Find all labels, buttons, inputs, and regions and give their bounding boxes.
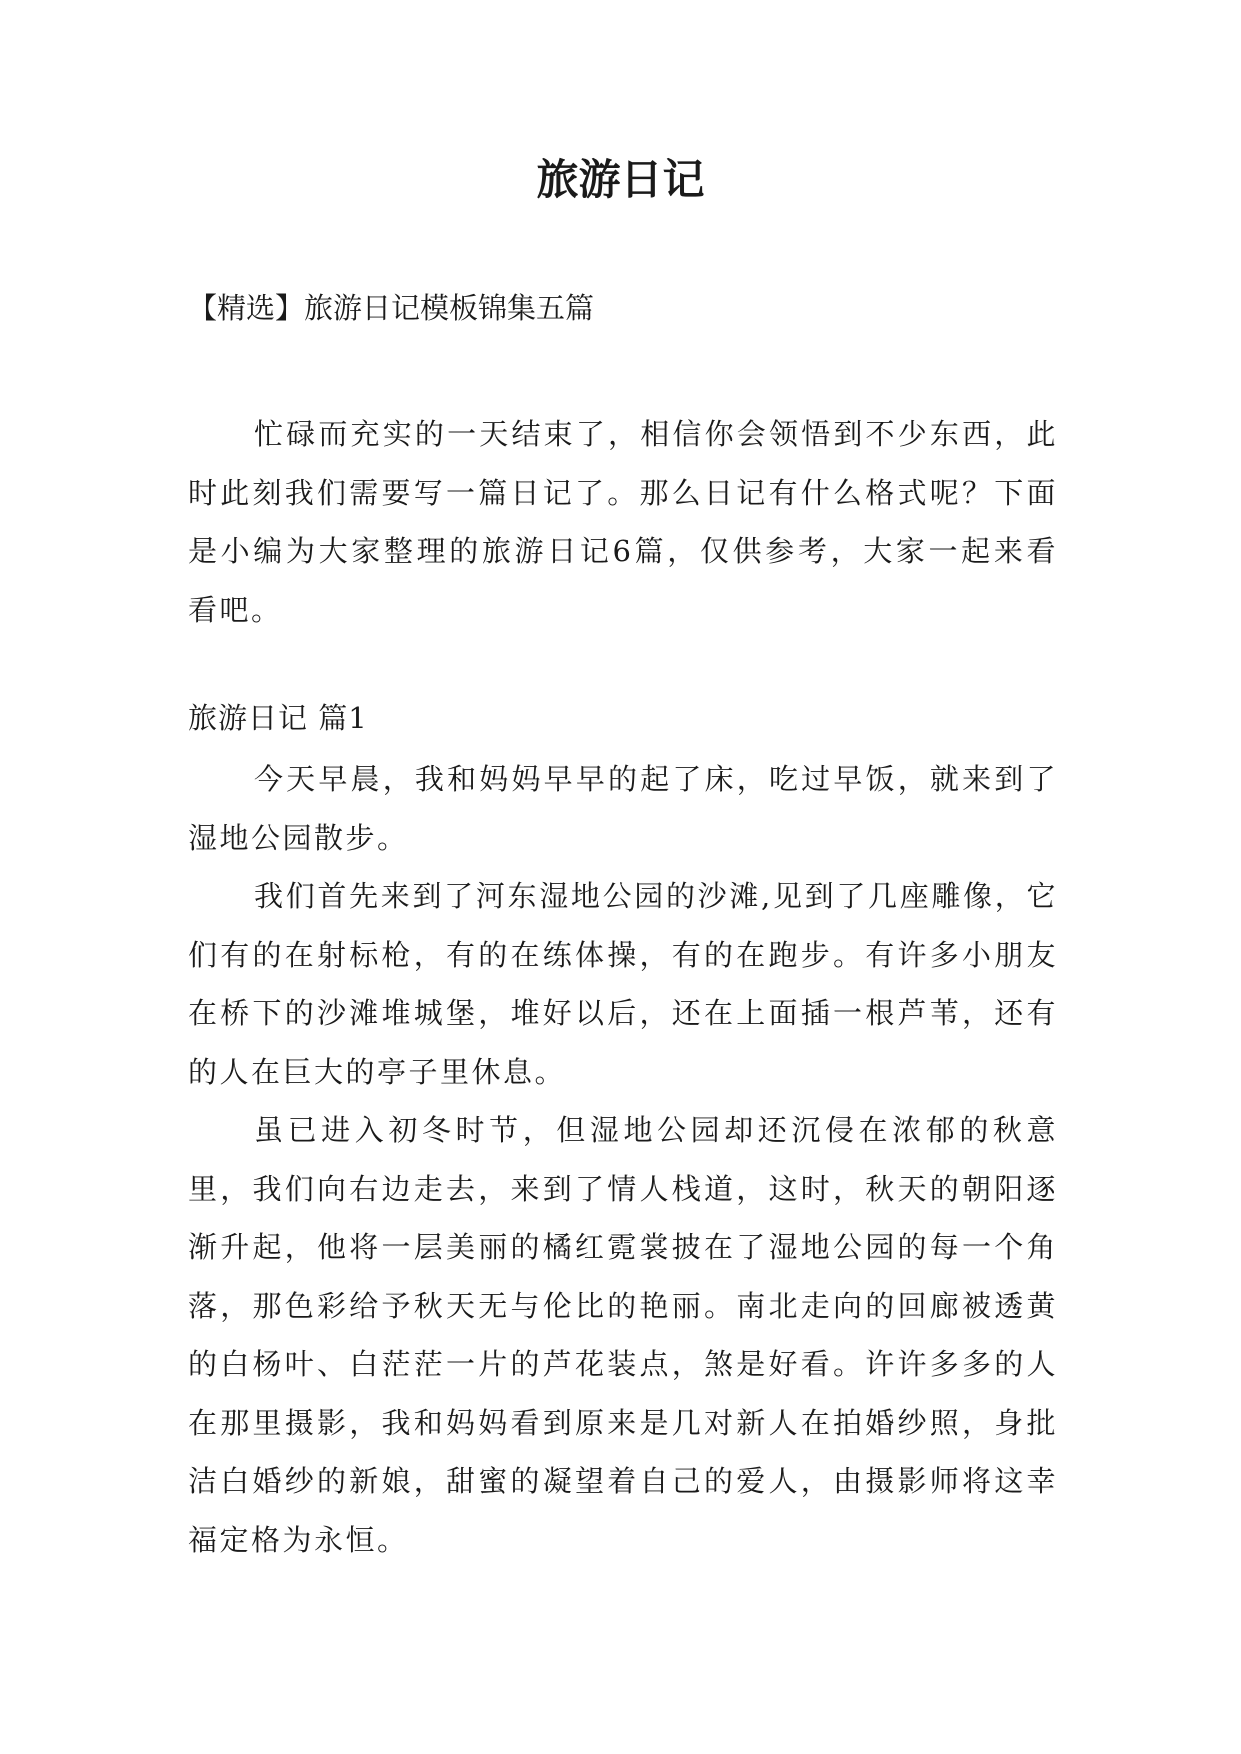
body-paragraph-1: 今天早晨，我和妈妈早早的起了床，吃过早饭，就来到了湿地公园散步。 [188, 762, 1058, 855]
body-paragraph-3: 虽已进入初冬时节，但湿地公园却还沉侵在浓郁的秋意里，我们向右边走去，来到了情人栈道，这时，秋天的朝阳逐渐升起，他将一层美丽的橘红霓裳披在了湿地公园的每一个角落，那色彩给予秋天无与伦比的艳丽。南北走向的回廊被透黄的白杨叶、白茫茫一片的芦花装点，煞是好看。许许多多的人在那里摄影，我和妈妈看到原来是几对新人在拍婚纱照，身批洁白婚纱的新娘，甜蜜的凝望着自己的爱人，由摄影师将这幸福定格为永恒。 [188, 1113, 1058, 1557]
body-paragraph-2: 我们首先来到了河东湿地公园的沙滩,见到了几座雕像，它们有的在射标枪，有的在练体操，有的在跑步。有许多小朋友在桥下的沙滩堆城堡，堆好以后，还在上面插一根芦苇，还有的人在巨大的亭子里休息。 [188, 879, 1058, 1089]
document-subtitle: 【精选】旅游日记模板锦集五篇 [188, 291, 595, 325]
document-title: 旅游日记 [536, 155, 705, 204]
intro-paragraph: 忙碌而充实的一天结束了，相信你会领悟到不少东西，此时此刻我们需要写一篇日记了。那么日记有什么格式呢？下面是小编为大家整理的旅游日记6篇，仅供参考，大家一起来看看吧。 [188, 417, 1058, 627]
section-heading: 旅游日记 篇1 [188, 701, 368, 735]
